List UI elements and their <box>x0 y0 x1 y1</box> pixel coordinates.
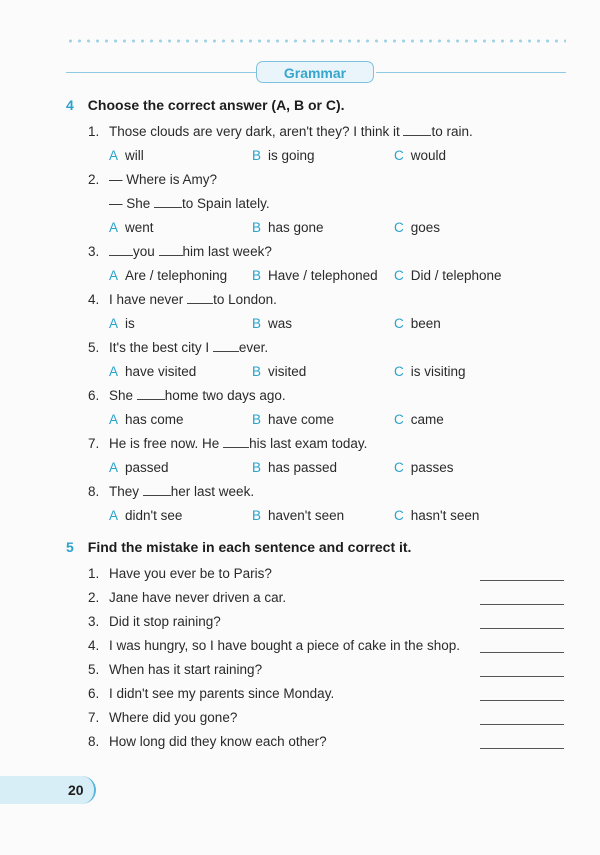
question-8: 8. They her last week. <box>88 484 255 499</box>
header-rule-right <box>376 72 566 73</box>
option-c[interactable]: C would <box>394 148 447 163</box>
option-c[interactable]: C came <box>394 412 444 427</box>
answer-blank[interactable] <box>143 485 171 496</box>
answer-line[interactable] <box>480 628 564 629</box>
option-b[interactable]: B visited <box>252 364 307 379</box>
question-3: 3. you him last week? <box>88 244 272 259</box>
dotted-divider <box>66 39 566 43</box>
question-2: 2. — Where is Amy? <box>88 172 218 187</box>
answer-blank[interactable] <box>137 389 165 400</box>
exercise-instruction: Find the mistake in each sentence and correct it. <box>87 539 412 555</box>
option-c[interactable]: C Did / telephone <box>394 268 502 283</box>
answer-blank[interactable] <box>213 341 239 352</box>
option-a[interactable]: A have visited <box>109 364 197 379</box>
question-5: 5. It's the best city I ever. <box>88 340 269 355</box>
exercise-number: 5 <box>66 539 74 555</box>
sentence-8: 8. How long did they know each other? <box>88 734 327 749</box>
sentence-3: 3. Did it stop raining? <box>88 614 221 629</box>
answer-blank[interactable] <box>223 437 249 448</box>
answer-line[interactable] <box>480 676 564 677</box>
answer-blank[interactable] <box>187 293 213 304</box>
option-b[interactable]: B is going <box>252 148 315 163</box>
option-a[interactable]: A passed <box>109 460 169 475</box>
question-4: 4. I have never to London. <box>88 292 277 307</box>
sentence-5: 5. When has it start raining? <box>88 662 263 677</box>
exercise-4-heading <box>66 97 345 113</box>
answer-line[interactable] <box>480 604 564 605</box>
answer-line[interactable] <box>480 748 564 749</box>
sentence-7: 7. Where did you gone? <box>88 710 238 725</box>
exercise-5-heading <box>66 539 411 555</box>
answer-line[interactable] <box>480 652 564 653</box>
option-a[interactable]: A is <box>109 316 135 331</box>
section-title-badge: Grammar <box>256 61 374 83</box>
option-c[interactable]: C hasn't seen <box>394 508 480 523</box>
option-a[interactable]: A Are / telephoning <box>109 268 228 283</box>
answer-blank[interactable] <box>109 245 133 256</box>
option-a[interactable]: A didn't see <box>109 508 183 523</box>
answer-blank[interactable] <box>159 245 183 256</box>
question-2-line-2: — She to Spain lately. <box>109 196 270 211</box>
header-rule-left <box>66 72 256 73</box>
answer-line[interactable] <box>480 724 564 725</box>
option-a[interactable]: A went <box>109 220 154 235</box>
question-1: 1. Those clouds are very dark, aren't they? I think it to rain. <box>88 124 473 139</box>
answer-line[interactable] <box>480 700 564 701</box>
sentence-6: 6. I didn't see my parents since Monday. <box>88 686 335 701</box>
sentence-4: 4. I was hungry, so I have bought a piece of cake in the shop. <box>88 638 460 653</box>
option-c[interactable]: C passes <box>394 460 454 475</box>
option-b[interactable]: B has gone <box>252 220 324 235</box>
option-b[interactable]: B Have / telephoned <box>252 268 378 283</box>
answer-blank[interactable] <box>154 197 182 208</box>
question-6: 6. She home two days ago. <box>88 388 286 403</box>
option-c[interactable]: C goes <box>394 220 441 235</box>
option-b[interactable]: B have come <box>252 412 335 427</box>
exercise-number: 4 <box>66 97 74 113</box>
exercise-instruction: Choose the correct answer (A, B or C). <box>87 97 345 113</box>
option-a[interactable]: A has come <box>109 412 184 427</box>
option-b[interactable]: B has passed <box>252 460 338 475</box>
option-b[interactable]: B haven't seen <box>252 508 345 523</box>
page-number: 20 <box>68 782 84 798</box>
sentence-2: 2. Jane have never driven a car. <box>88 590 287 605</box>
option-a[interactable]: A will <box>109 148 144 163</box>
answer-blank[interactable] <box>403 125 431 136</box>
sentence-1: 1. Have you ever be to Paris? <box>88 566 272 581</box>
answer-line[interactable] <box>480 580 564 581</box>
option-b[interactable]: B was <box>252 316 293 331</box>
question-7: 7. He is free now. He his last exam today. <box>88 436 368 451</box>
option-c[interactable]: C been <box>394 316 441 331</box>
option-c[interactable]: C is visiting <box>394 364 466 379</box>
